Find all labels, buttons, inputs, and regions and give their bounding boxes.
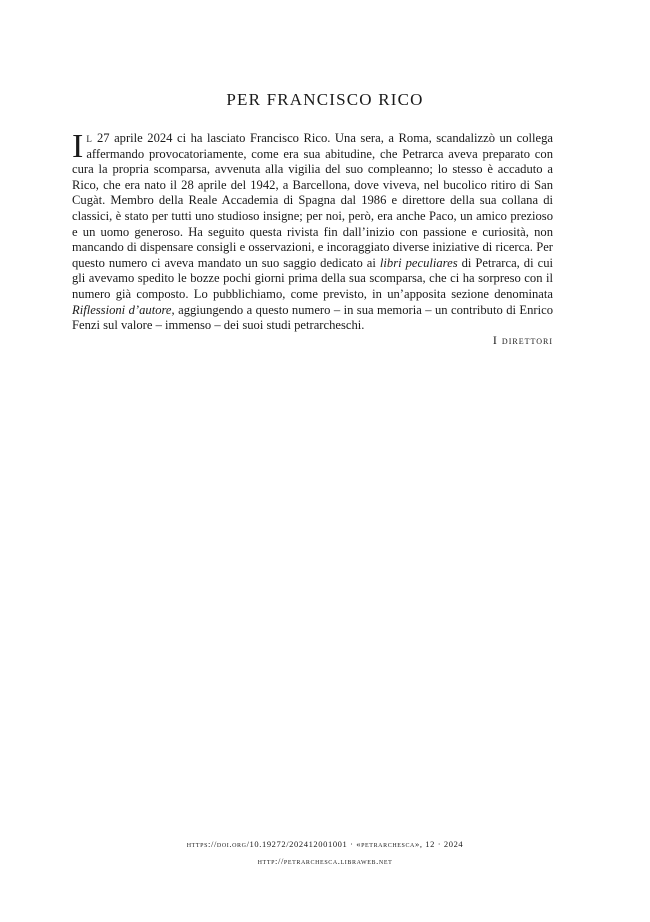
footer-doi-text: https://doi.org/10.19272/202412001001 · «petrarchesca», 12 · 2024 <box>186 839 464 849</box>
footer-doi <box>0 839 650 849</box>
italic-title-libri-peculiares: libri peculiares <box>379 255 458 270</box>
article-text-part-2: di Petrarca, di cui gli avevamo spedito le bozze pochi giorni prima della sua scomparsa, che ci ha sorpreso con il numero già composto. Lo pubblichiamo, come previsto, in un’apposita sezione denominata <box>72 255 553 301</box>
italic-title-riflessioni: Riflessioni d’autore <box>72 302 172 317</box>
footer-url-text: http://petrarchesca.libraweb.net <box>257 856 393 866</box>
article-body <box>72 128 553 334</box>
drop-cap: I <box>72 128 84 165</box>
page-title: PER FRANCISCO RICO <box>226 90 424 109</box>
article-text-part-1: 27 aprile 2024 ci ha lasciato Francisco Rico. Una sera, a Roma, scandalizzò un collega affermando provocatoriamente, come era sua abitudine, che Petrarca aveva preparato con cura la propria scomparsa, avvenuta alla vigilia del suo compleanno; lo stesso è accaduto a Rico, che era nato il 28 aprile del 1942, a Barcellona, dove viveva, nel bucolico ritiro di San Cugàt. Membro della Reale Accademia di Spagna dal 1986 e direttore della sua collana di classici, è stato per tutti uno studioso insigne; per noi, però, era anche Paco, un amico prezioso e un uomo generoso. Ha seguito questa rivista fin dall’inizio con passione e curiosità, non mancando di dispensare consigli e osservazioni, e incoraggiato diverse iniziative di ricerca. Per questo numero ci aveva mandato un suo saggio dedicato ai <box>72 131 553 270</box>
lead-small-caps: l <box>86 131 93 145</box>
signature: I direttori <box>492 333 553 347</box>
article-text-part-3: , aggiungendo a questo numero – in sua memoria – un contributo di Enrico Fenzi sul valore – immenso – dei suoi studi petrarcheschi. <box>72 302 553 333</box>
footer-url <box>0 856 650 866</box>
